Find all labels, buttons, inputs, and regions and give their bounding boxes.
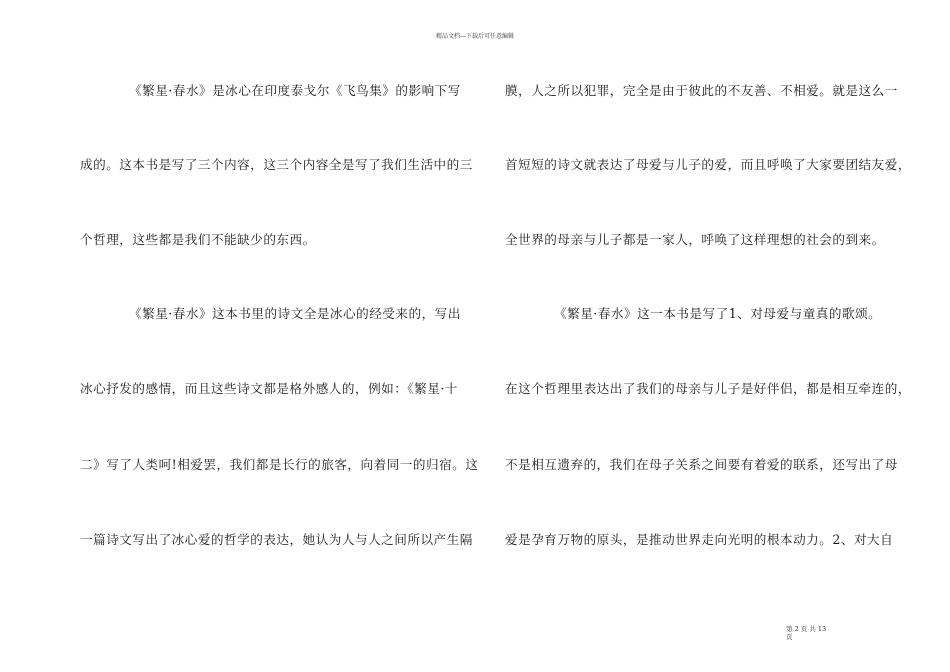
paragraph-line: 爱是孕育万物的原头，是推动世界走向光明的根本动力。2、对大自 — [505, 532, 894, 547]
paragraph-line: 膜，人之所以犯罪，完全是由于彼此的不友善、不相爱。就是这么一 — [505, 83, 898, 98]
paragraph-line: 二》写了人类呵!相爱罢，我们都是长行的旅客，向着同一的归宿。这 — [80, 457, 479, 472]
paragraph-line: 不是相互遗弃的，我们在母子关系之间要有着爱的联系，还写出了母 — [505, 457, 898, 472]
paragraph-line: 全世界的母亲与儿子都是一家人，呼唤了这样理想的社会的到来。 — [505, 232, 885, 247]
paragraph-line: 《繁星·春水》这本书里的诗文全是冰心的经受来的，写出 — [129, 306, 461, 321]
paragraph-line: 首短短的诗文就表达了母爱与儿子的爱，而且呼唤了大家要团结友爱， — [505, 157, 911, 172]
paragraph-line: 冰心抒发的感情，而且这些诗文都是格外感人的，例如：《繁星·十 — [80, 381, 458, 396]
page-number-line: 页 — [786, 633, 793, 641]
page-number — [786, 625, 846, 641]
paragraph-line: 个哲理，这些都是我们不能缺少的东西。 — [80, 232, 316, 247]
paragraph-line: 成的。这本书是写了三个内容，这三个内容全是写了我们生活中的三 — [80, 157, 473, 172]
paragraph-line: 一篇诗文写出了冰心爱的哲学的表达，她认为人与人之间所以产生隔 — [80, 532, 473, 547]
page-number-line: 第 2 页 共 13 — [786, 625, 827, 633]
page-header: 精品文档---下载后可任意编辑 — [435, 33, 515, 40]
paragraph-line: 《繁星·春水》是冰心在印度泰戈尔《飞鸟集》的影响下写 — [129, 83, 461, 98]
paragraph-line: 在这个哲理里表达出了我们的母亲与儿子是好伴侣，都是相互牵连的， — [505, 381, 911, 396]
paragraph-line: 《繁星·春水》这一本书是写了1、对母爱与童真的歌颂。 — [554, 306, 882, 321]
